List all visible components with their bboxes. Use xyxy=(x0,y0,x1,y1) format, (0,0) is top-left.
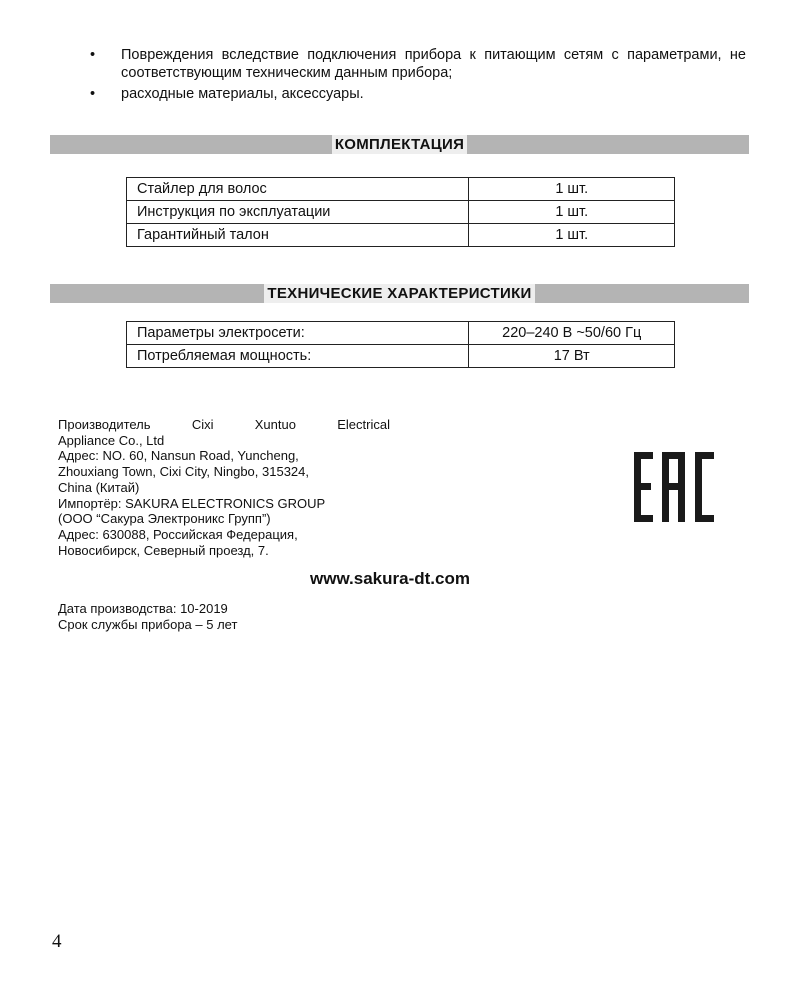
table-row xyxy=(127,224,675,247)
manufacturer-line: Zhouxiang Town, Cixi City, Ningbo, 315324, xyxy=(58,464,309,480)
table-row xyxy=(127,322,675,345)
bullet-icon: • xyxy=(90,47,96,63)
package-qty: 1 шт. xyxy=(469,224,675,247)
table-row xyxy=(127,178,675,201)
manufacturer-name-part: Xuntuo xyxy=(254,417,296,432)
package-item: Гарантийный талон xyxy=(127,224,469,247)
manufacturer-line: Новосибирск, Северный проезд, 7. xyxy=(58,542,269,558)
manufacturer-line: China (Китай) xyxy=(58,479,140,495)
table-row xyxy=(127,345,675,368)
bullet-text: Повреждения вследствие подключения прибора к питающим сетям с параметрами, не соответствующим техническим данным прибора; xyxy=(121,47,746,81)
manufacturer-first-line xyxy=(58,417,390,433)
manufacturer-line: Адрес: NO. 60, Nansun Road, Yuncheng, xyxy=(58,448,299,464)
manufacturer-name-part: Cixi xyxy=(191,417,214,432)
service-life: Срок службы прибора – 5 лет xyxy=(58,616,238,632)
manufacturer-line: Адрес: 630088, Российская Федерация, xyxy=(58,526,298,542)
manufacturer-line: (ООО “Сакура Электроникс Групп”) xyxy=(58,511,271,527)
package-qty: 1 шт. xyxy=(469,178,675,201)
manufacturer-info xyxy=(58,417,398,558)
bullet-icon: • xyxy=(90,86,96,102)
package-qty: 1 шт. xyxy=(469,201,675,224)
manufacturer-line: Импортёр: SAKURA ELECTRONICS GROUP xyxy=(58,495,326,511)
list-item xyxy=(88,85,746,103)
spec-value: 17 Вт xyxy=(469,345,675,368)
spec-param: Параметры электросети: xyxy=(127,322,469,345)
package-section-title: КОМПЛЕКТАЦИЯ xyxy=(332,135,467,154)
production-info xyxy=(58,601,237,632)
website-link[interactable]: www.sakura-dt.com xyxy=(310,569,470,588)
bullet-list xyxy=(88,46,746,106)
package-section-header xyxy=(50,135,749,154)
package-table xyxy=(126,177,675,247)
table-row xyxy=(127,201,675,224)
production-date: Дата производства: 10-2019 xyxy=(58,601,228,616)
list-item xyxy=(88,46,746,82)
spec-value: 220–240 В ~50/60 Гц xyxy=(469,322,675,345)
spec-param: Потребляемая мощность: xyxy=(127,345,469,368)
manufacturer-line: Appliance Co., Ltd xyxy=(58,432,165,448)
specs-section-title: ТЕХНИЧЕСКИЕ ХАРАКТЕРИСТИКИ xyxy=(264,284,534,303)
specs-table xyxy=(126,321,675,368)
package-item: Инструкция по эксплуатации xyxy=(127,201,469,224)
manufacturer-label: Производитель xyxy=(58,417,151,432)
package-item: Стайлер для волос xyxy=(127,178,469,201)
eac-certification-logo xyxy=(634,452,714,522)
specs-section-header xyxy=(50,284,749,303)
page-number: 4 xyxy=(52,931,62,952)
bullet-text: расходные материалы, аксессуары. xyxy=(121,86,364,102)
manufacturer-name-part: Electrical xyxy=(337,417,390,432)
